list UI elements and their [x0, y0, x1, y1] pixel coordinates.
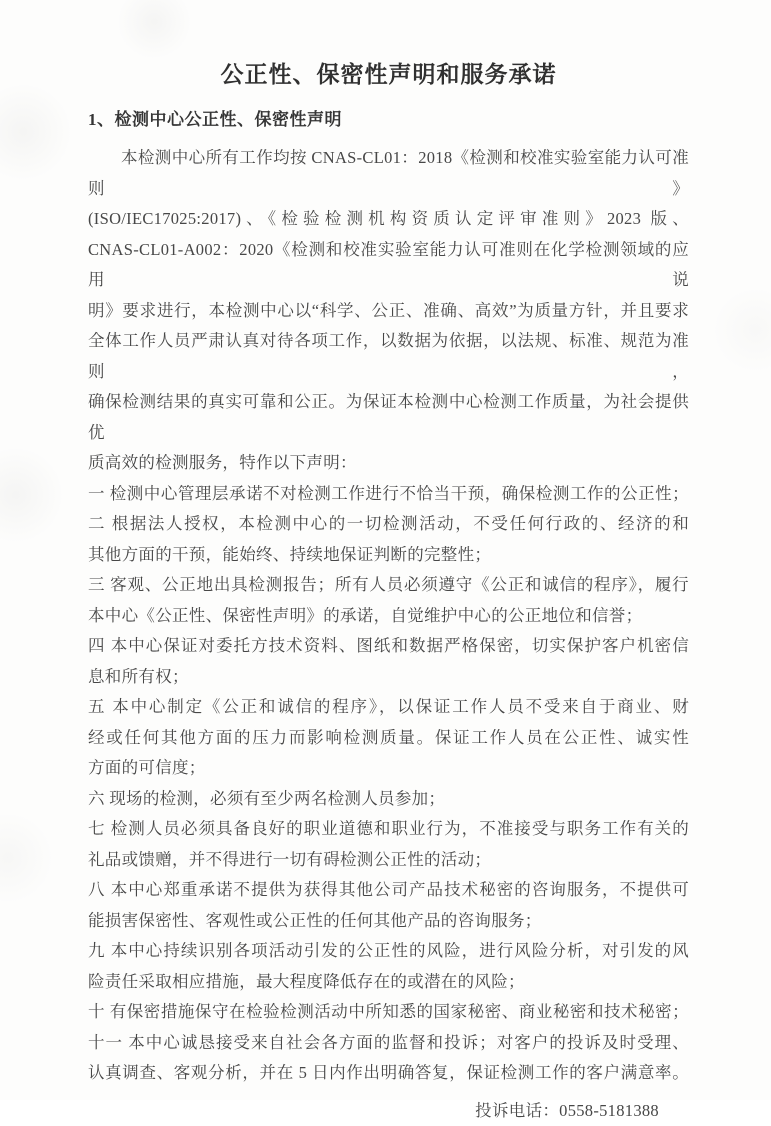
- document-title: 公正性、保密性声明和服务承诺: [88, 56, 689, 89]
- declaration-item-5: 五 本中心制定《公正和诚信的程序》，以保证工作人员不受来自于商业、财: [88, 692, 689, 723]
- declaration-item-11: 十一 本中心诚恳接受来自社会各方面的监督和投诉；对客户的投诉及时受理、: [88, 1028, 689, 1059]
- text-line: 认真调查、客观分析，并在 5 日内作出明确答复，保证检测工作的客户满意率。: [88, 1058, 689, 1089]
- text-line: 本检测中心所有工作均按 CNAS-CL01：2018《检测和校准实验室能力认可准则》: [88, 143, 689, 204]
- text-line: 全体工作人员严肃认真对待各项工作，以数据为依据，以法规、标准、规范为准则，: [88, 326, 689, 387]
- text-line: 礼品或馈赠，并不得进行一切有碍检测公正性的活动；: [88, 845, 689, 876]
- declaration-item-8: 八 本中心郑重承诺不提供为获得其他公司产品技术秘密的咨询服务，不提供可: [88, 875, 689, 906]
- text-line: 确保检测结果的真实可靠和公正。为保证本检测中心检测工作质量，为社会提供优: [88, 387, 689, 448]
- text-line: 经或任何其他方面的压力而影响检测质量。保证工作人员在公正性、诚实性: [88, 723, 689, 754]
- text-line: 质高效的检测服务，特作以下声明：: [88, 448, 689, 479]
- text-line: 方面的可信度；: [88, 753, 689, 784]
- text-line: 险责任采取相应措施，最大程度降低存在的或潜在的风险；: [88, 967, 689, 998]
- declaration-item-6: 六 现场的检测，必须有至少两名检测人员参加；: [88, 784, 689, 815]
- document-body: [88, 143, 689, 1089]
- declaration-item-9: 九 本中心持续识别各项活动引发的公正性的风险，进行风险分析，对引发的风: [88, 936, 689, 967]
- text-line: 息和所有权；: [88, 662, 689, 693]
- declaration-item-4: 四 本中心保证对委托方技术资料、图纸和数据严格保密，切实保护客户机密信: [88, 631, 689, 662]
- text-line: 能损害保密性、客观性或公正性的任何其他产品的咨询服务；: [88, 906, 689, 937]
- text-line: 本中心《公正性、保密性声明》的承诺，自觉维护中心的公正地位和信誉；: [88, 601, 689, 632]
- text-line: 明》要求进行，本检测中心以“科学、公正、准确、高效”为质量方针，并且要求: [88, 296, 689, 327]
- text-line: (ISO/IEC17025:2017)、《检验检测机构资质认定评审准则》2023 版、: [88, 204, 689, 235]
- complaint-phone: 投诉电话：0558-5181388: [88, 1096, 689, 1126]
- section-heading: 1、检测中心公正性、保密性声明: [88, 105, 689, 130]
- text-line: CNAS-CL01-A002：2020《检测和校准实验室能力认可准则在化学检测领域的应用说: [88, 235, 689, 296]
- declaration-item-2: 二 根据法人授权，本检测中心的一切检测活动，不受任何行政的、经济的和: [88, 509, 689, 540]
- declaration-item-7: 七 检测人员必须具备良好的职业道德和职业行为，不准接受与职务工作有关的: [88, 814, 689, 845]
- text-line: 其他方面的干预，能始终、持续地保证判断的完整性；: [88, 540, 689, 571]
- declaration-item-10: 十 有保密措施保守在检验检测活动中所知悉的国家秘密、商业秘密和技术秘密；: [88, 997, 689, 1028]
- declaration-item-1: 一 检测中心管理层承诺不对检测工作进行不恰当干预，确保检测工作的公正性；: [88, 479, 689, 510]
- declaration-item-3: 三 客观、公正地出具检测报告；所有人员必须遵守《公正和诚信的程序》，履行: [88, 570, 689, 601]
